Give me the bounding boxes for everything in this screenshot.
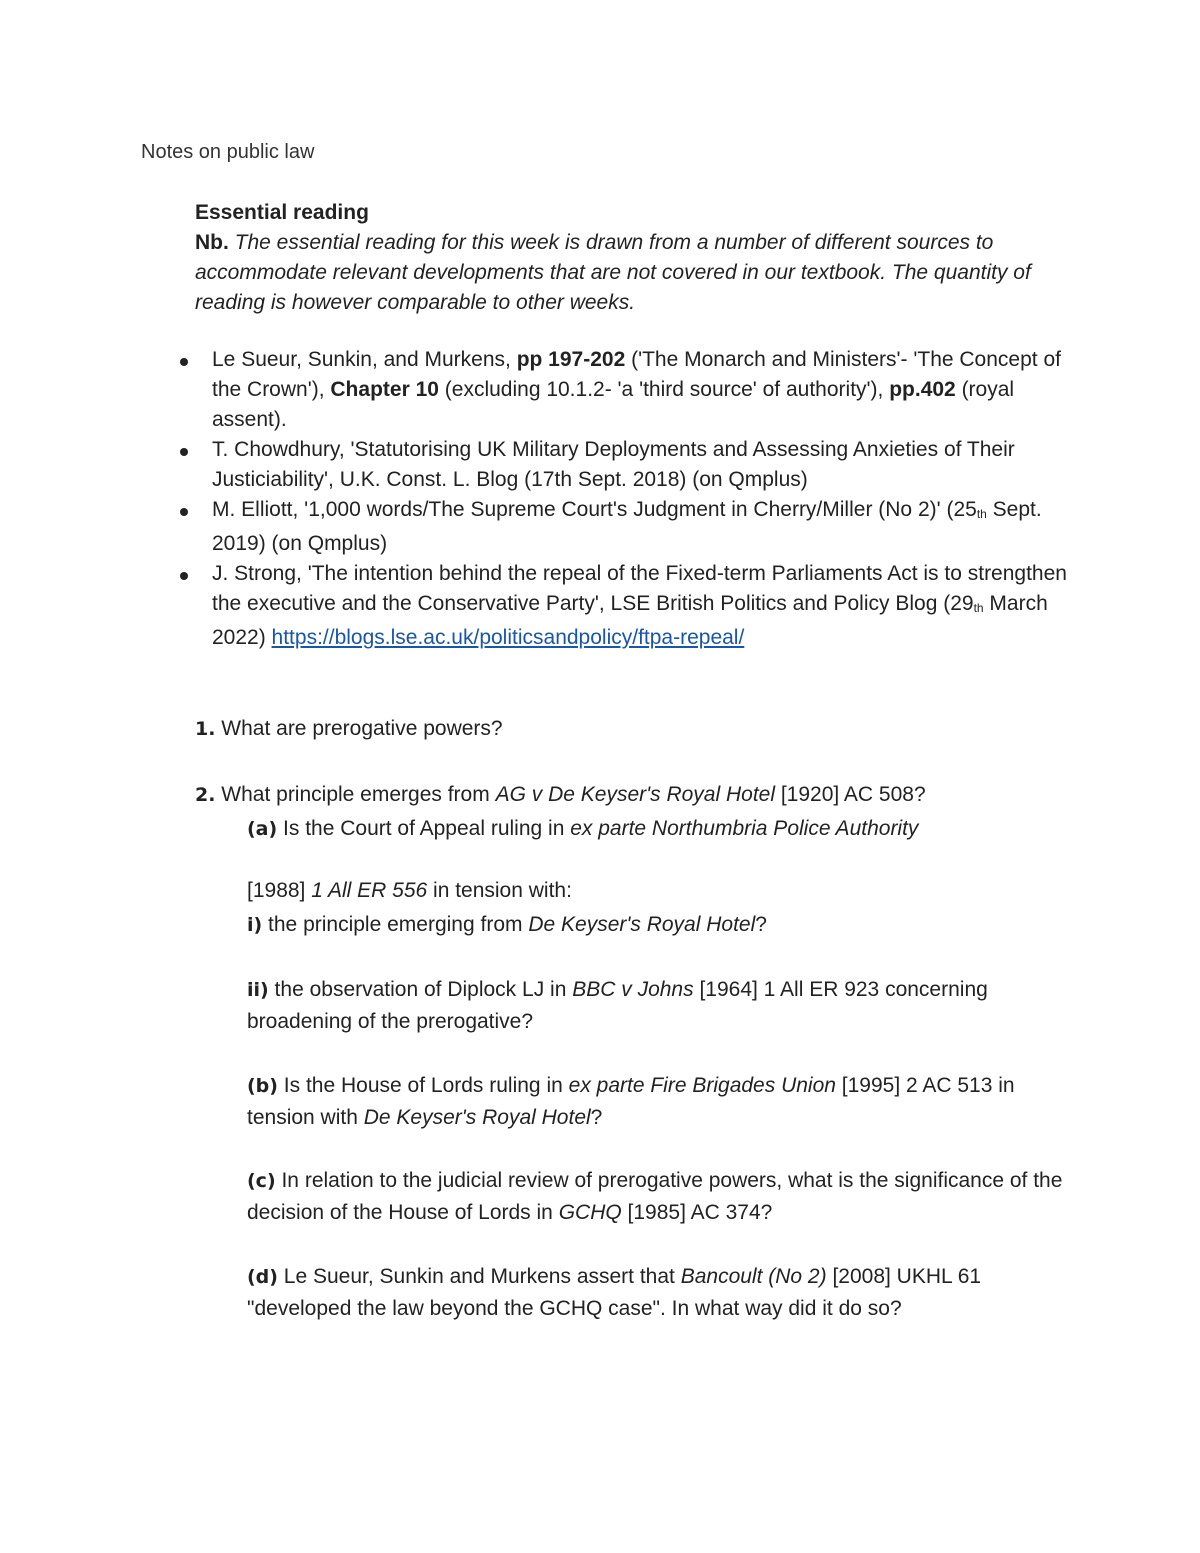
page-title: Notes on public law [141,141,315,163]
question-2d: (d) Le Sueur, Sunkin and Murkens assert that Bancoult (No 2) [2008] UKHL 61 "developed the law beyond the GCHQ case". In what way did it do so? [247,1265,982,1320]
question-2a-cont: [1988] 1 All ER 556 in tension with: [247,879,572,902]
note-label: Nb. [195,231,229,254]
lse-blog-link[interactable]: https://blogs.lse.ac.uk/politicsandpolicy/ftpa-repeal/ [271,626,745,649]
question-2a-i: i) the principle emerging from De Keyser's Royal Hotel? [247,913,767,936]
list-item: J. Strong, 'The intention behind the repeal of the Fixed-term Parliaments Act is to strengthen the executive and the Conservative Party', LSE British Politics and Policy Blog (29th March 2022) https://blogs.lse.ac.uk/politicsandpolicy/ftpa-repeal/ [178,559,1068,653]
question-2: 2. What principle emerges from AG v De Keyser's Royal Hotel [1920] AC 508? [195,783,926,806]
question-1: 1. What are prerogative powers? [195,717,503,740]
reading-note [195,228,1075,318]
question-2a: (a) Is the Court of Appeal ruling in ex parte Northumbria Police Authority [247,817,919,840]
note-text: The essential reading for this week is drawn from a number of different sources to accommodate relevant developments that are not covered in our textbook. The quantity of reading is however comparable to other weeks. [195,231,1031,314]
question-2c: (c) In relation to the judicial review of prerogative powers, what is the significance of the decision of the House of Lords in GCHQ [1985] AC 374? [247,1169,1063,1224]
question-2a-ii: ii) the observation of Diplock LJ in BBC v Johns [1964] 1 All ER 923 concerning broadening of the prerogative? [247,978,988,1033]
section-heading: Essential reading [195,201,369,224]
list-item: Le Sueur, Sunkin, and Murkens, pp 197-202 ('The Monarch and Ministers'- 'The Concept of the Crown'), Chapter 10 (excluding 10.1.2- 'a 'third source' of authority'), pp.402 (royal assent). [178,345,1068,435]
reading-list [178,345,1068,653]
essential-reading-section [195,198,1075,318]
list-item: T. Chowdhury, 'Statutorising UK Military Deployments and Assessing Anxieties of Their Justiciability', U.K. Const. L. Blog (17th Sept. 2018) (on Qmplus) [178,435,1068,495]
list-item: M. Elliott, '1,000 words/The Supreme Court's Judgment in Cherry/Miller (No 2)' (25th Sept. 2019) (on Qmplus) [178,495,1068,559]
question-2b: (b) Is the House of Lords ruling in ex parte Fire Brigades Union [1995] 2 AC 513 in tension with De Keyser's Royal Hotel? [247,1074,1015,1129]
